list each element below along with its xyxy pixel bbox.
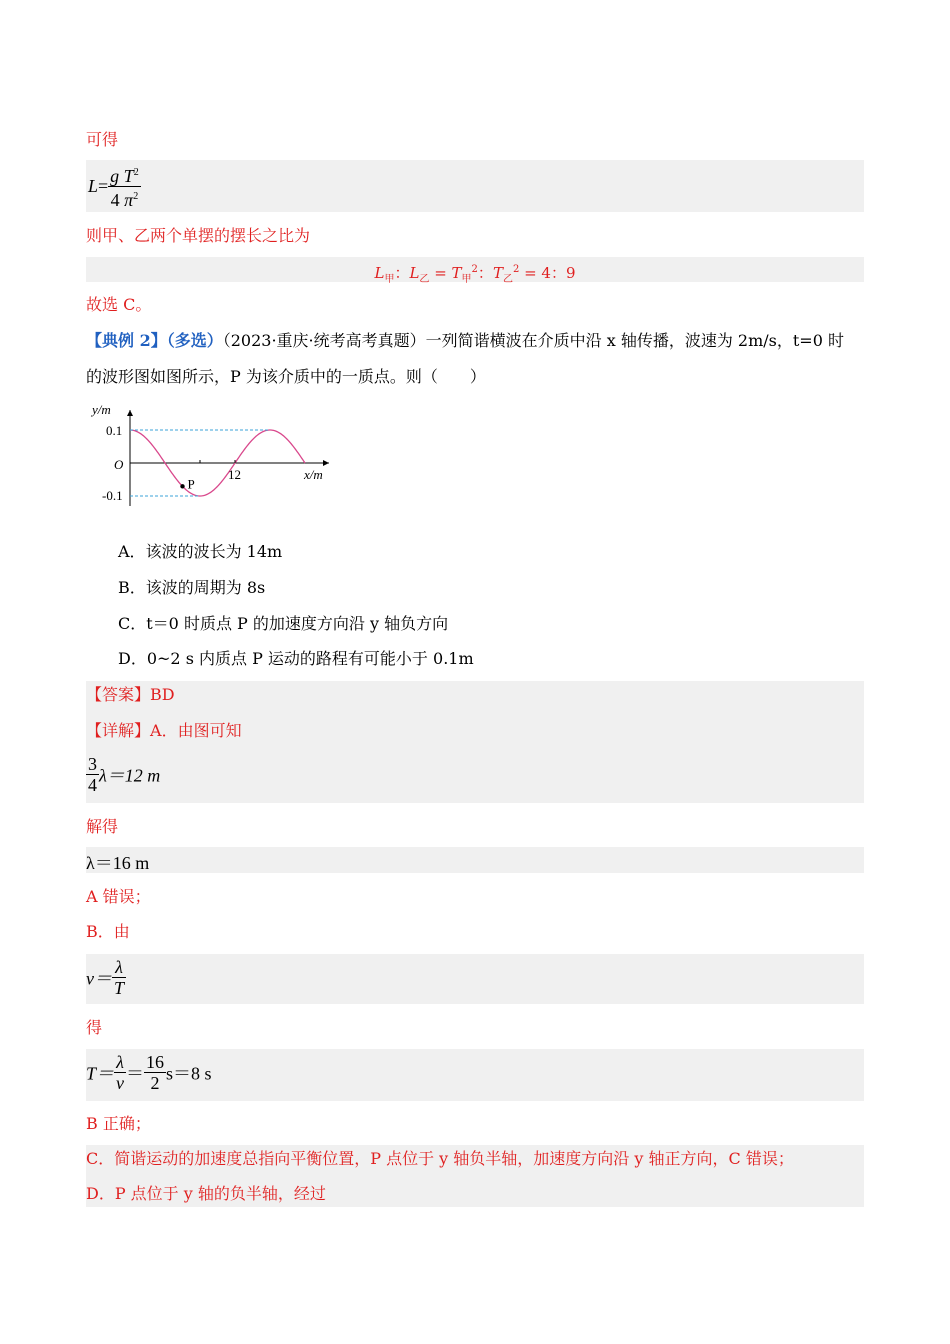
point-p-marker [180, 484, 184, 488]
eq-den-4: 4 [110, 190, 120, 210]
option-c-letter: C． [118, 614, 147, 633]
wave-chart [86, 396, 346, 512]
y-tick-label-top: 0.1 [106, 423, 123, 438]
eq-T-lhs: T＝ [86, 1063, 115, 1084]
ratio-subT2: 乙 [502, 274, 513, 285]
option-b-letter: B． [118, 578, 146, 597]
eq-L-fraction [108, 163, 141, 210]
option-c [118, 613, 448, 635]
example-stem-1: （2023·重庆·统考高考真题）一列简谐横波在介质中沿 x 轴传播，波速为 2m/s，t=0 时 [222, 331, 844, 350]
text-kede: 可得 [86, 130, 119, 149]
x-axis-label: x/m [304, 467, 323, 482]
ratio-sub1: 甲 [384, 274, 395, 285]
lambda-band [86, 847, 864, 873]
text-d-explain: D．P 点位于 y 轴的负半轴，经过 [86, 1184, 326, 1203]
answer-value: BD [150, 685, 175, 704]
eq-den-exp: 2 [133, 191, 139, 202]
option-d-letter: D． [118, 649, 147, 668]
answer-label: 【答案】 [86, 685, 151, 704]
example-tag: 【典例 2】 [86, 331, 167, 350]
eq-num-T: T [123, 166, 134, 186]
detail-a-text: A．由图可知 [150, 721, 242, 740]
equation-3-4-lambda [86, 754, 160, 795]
x-tick-label-12: 12 [228, 467, 241, 482]
option-d-text: 0~2 s 内质点 P 运动的路程有可能小于 0.1m [146, 649, 474, 668]
ratio-L2: L [409, 264, 420, 282]
eq-T-num1: λ [114, 1052, 126, 1073]
example-line-1 [86, 330, 844, 352]
eq-T-den2: 2 [150, 1073, 160, 1093]
v-band [86, 954, 864, 1004]
point-p-label: P [187, 476, 195, 492]
option-d [118, 648, 474, 670]
origin-label: O [114, 457, 124, 472]
equation-T [86, 1052, 212, 1093]
ratio-colon2: ： [477, 264, 493, 282]
example-multi: （多选） [166, 331, 223, 350]
eq-T-tail: s＝8 s [166, 1063, 212, 1084]
text-ratio-intro: 则甲、乙两个单摆的摆长之比为 [86, 226, 311, 245]
text-b-you: B．由 [86, 922, 130, 941]
eq-T-fraction-2 [144, 1052, 166, 1093]
eq-num-g: g [110, 166, 120, 186]
ratio-sup2: 2 [512, 264, 520, 275]
ratio-equation [0, 259, 950, 291]
detail-label: 【详解】 [86, 721, 151, 740]
answer-line [86, 684, 175, 706]
ratio-tail: = 4：9 [519, 264, 576, 282]
detail-line [86, 720, 242, 742]
eq-T-num2: 16 [146, 1052, 165, 1072]
example-line-2: 的波形图如图所示，P 为该介质中的一质点。则（ ） [86, 367, 486, 386]
eq-T-den1: v [116, 1073, 125, 1093]
y-axis-label: y/m [92, 402, 111, 417]
eq-T-equals: ＝ [126, 1063, 145, 1084]
eq-3-4-num: 3 [88, 754, 97, 774]
text-choose-c: 故选 C。 [86, 295, 152, 314]
option-a-text: 该波的波长为 14m [145, 542, 283, 561]
option-c-text: t＝0 时质点 P 的加速度方向沿 y 轴负方向 [146, 614, 449, 633]
eq-3-4-rest: λ＝12 m [99, 765, 161, 786]
eq-3-4-den: 4 [88, 775, 97, 795]
eq-L-lhs: L [88, 176, 99, 196]
option-a [118, 541, 282, 563]
answer-band [86, 681, 864, 803]
eq-T-fraction-1 [114, 1052, 126, 1093]
equation-v [86, 957, 126, 998]
ratio-sup1: 2 [471, 264, 478, 275]
eq-L-equals: = [98, 176, 109, 196]
eq-num-exp: 2 [133, 167, 139, 178]
text-a-wrong: A 错误； [86, 887, 151, 906]
ratio-colon1: ： [394, 264, 410, 282]
ratio-L1: L [374, 264, 385, 282]
ratio-subT1: 甲 [461, 274, 472, 285]
text-jiede: 解得 [86, 817, 119, 836]
text-de: 得 [86, 1018, 103, 1037]
y-tick-label-bottom: -0.1 [102, 488, 123, 503]
text-c-explain: C．简谐运动的加速度总指向平衡位置，P 点位于 y 轴负半轴，加速度方向沿 y 轴正方向，C 错误； [86, 1149, 794, 1168]
equation-lambda-16: λ＝16 m [86, 853, 150, 873]
eq-v-lhs: v＝ [86, 968, 112, 989]
option-b-text: 该波的周期为 8s [145, 578, 266, 597]
option-b [118, 577, 265, 599]
ratio-sub2: 乙 [419, 274, 430, 285]
ratio-eq: = [429, 264, 452, 282]
text-b-right: B 正确； [86, 1114, 151, 1133]
eq-den-pi: π [124, 190, 134, 210]
equation-L [88, 163, 141, 210]
option-a-letter: A． [118, 542, 146, 561]
eq-v-den: T [114, 978, 125, 998]
equation-band-L [86, 160, 864, 212]
ratio-T2: T [492, 264, 503, 282]
eq-v-num: λ [112, 957, 126, 978]
eq-3-4-fraction [86, 754, 99, 795]
ratio-T1: T [451, 264, 462, 282]
eq-v-fraction [112, 957, 126, 998]
